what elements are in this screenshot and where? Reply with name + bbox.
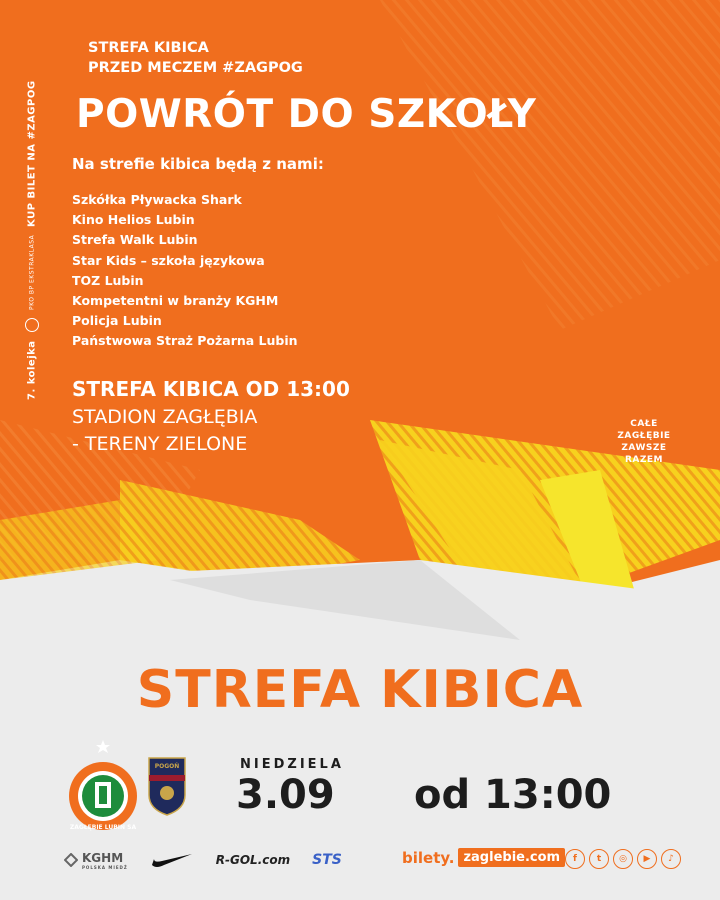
sts-logo: STS xyxy=(312,852,342,868)
social-icons xyxy=(565,849,681,869)
side-vertical-text xyxy=(22,40,42,400)
zaglebie-crest-icon xyxy=(66,738,140,838)
partners-list xyxy=(72,190,298,352)
venue-line-1: STADION ZAGŁĘBIA xyxy=(72,406,258,428)
round-label: 7. kolejka xyxy=(26,340,38,400)
kghm-mark-icon xyxy=(64,853,78,867)
match-day: NIEDZIELA xyxy=(240,757,344,772)
tickets-domain: zaglebie.com xyxy=(458,848,565,867)
header-line-1: STREFA KIBICA xyxy=(88,40,209,56)
tiktok-icon[interactable]: ♪ xyxy=(661,849,681,869)
ekstraklasa-logo-icon xyxy=(25,318,39,332)
instagram-icon[interactable]: ◎ xyxy=(613,849,633,869)
header-line-2: PRZED MECZEM #ZAGPOG xyxy=(88,60,303,76)
crest-away-text: POGOŃ xyxy=(154,763,180,770)
sponsors-row xyxy=(64,848,342,872)
list-item: Kino Helios Lubin xyxy=(72,212,195,228)
league-label: PKO BP EKSTRAKLASA xyxy=(28,235,36,311)
crest-home-text: ZAGŁĘBIE LUBIN SA xyxy=(69,824,137,831)
zone-time: STREFA KIBICA OD 13:00 xyxy=(72,377,350,401)
tickets-link[interactable] xyxy=(402,848,565,867)
list-item: Policja Lubin xyxy=(72,313,162,329)
twitter-icon[interactable]: t xyxy=(589,849,609,869)
slogan xyxy=(612,418,676,466)
match-date: 3.09 xyxy=(236,772,335,818)
list-item: TOZ Lubin xyxy=(72,272,144,288)
partners-intro: Na strefie kibica będą z nami: xyxy=(72,155,324,173)
list-item: Star Kids – szkoła językowa xyxy=(72,252,265,268)
match-time: od 13:00 xyxy=(414,772,612,818)
tickets-prefix: bilety. xyxy=(402,848,455,867)
slogan-line: ZAWSZE xyxy=(621,443,667,453)
list-item: Kompetentni w branży KGHM xyxy=(72,293,279,309)
pogon-crest-icon xyxy=(146,755,188,817)
kghm-logo xyxy=(64,851,128,870)
big-title: STREFA KIBICA xyxy=(136,660,584,720)
header-lines xyxy=(88,38,303,78)
slogan-line: CAŁE xyxy=(630,419,658,429)
headline: POWRÓT DO SZKOŁY xyxy=(76,92,537,137)
list-item: Szkółka Pływacka Shark xyxy=(72,192,242,207)
list-item: Strefa Walk Lubin xyxy=(72,232,198,248)
facebook-icon[interactable]: f xyxy=(565,849,585,869)
buy-ticket-cta[interactable]: KUP BILET NA #ZAGPOG xyxy=(26,80,38,228)
venue xyxy=(72,404,257,458)
venue-line-2: - TERENY ZIELONE xyxy=(72,433,248,455)
youtube-icon[interactable]: ▶ xyxy=(637,849,657,869)
kghm-text: KGHM xyxy=(82,850,124,865)
slogan-line: ZAGŁĘBIE xyxy=(617,431,671,441)
list-item: Państwowa Straż Pożarna Lubin xyxy=(72,333,298,349)
rgol-logo: R-GOL.com xyxy=(215,853,291,867)
slogan-line: RAZEM xyxy=(624,455,664,465)
nike-swoosh-icon xyxy=(150,851,194,869)
kghm-sub: POLSKA MIEDŹ xyxy=(82,864,128,870)
